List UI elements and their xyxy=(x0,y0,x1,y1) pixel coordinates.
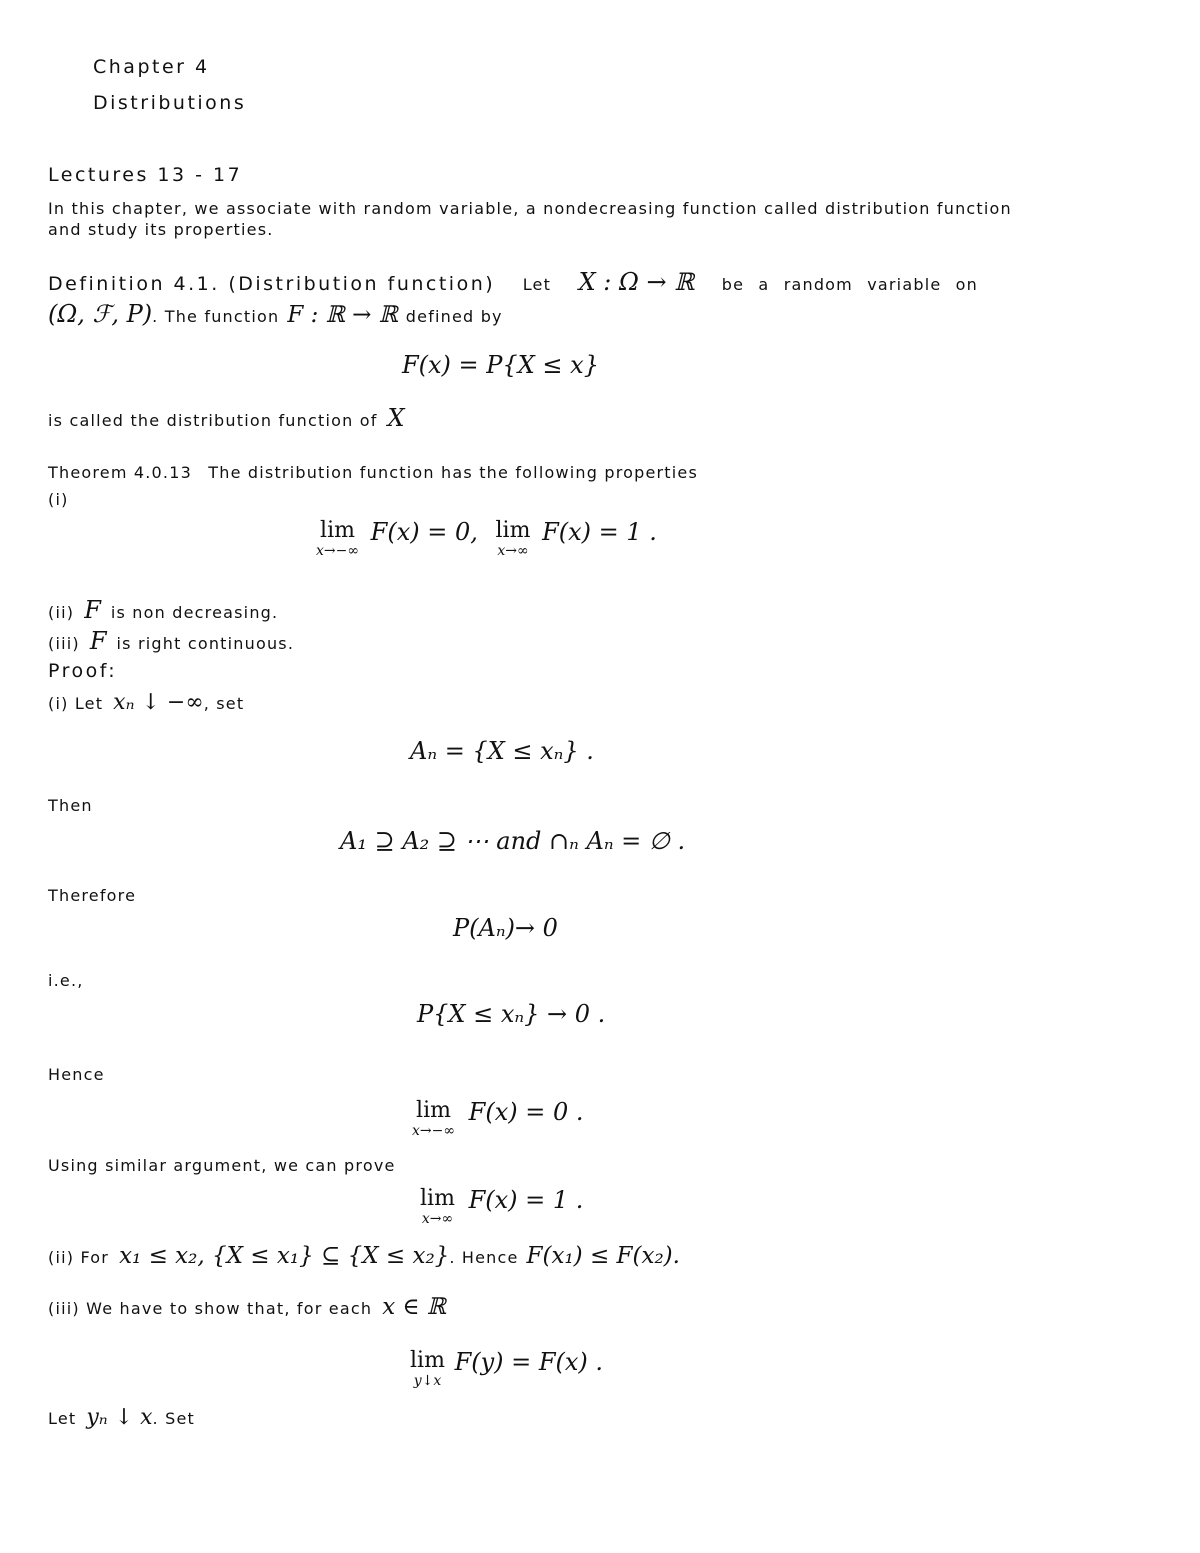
proof-lim-neg-body: F(x) = 0 . xyxy=(468,1098,584,1126)
proof-ie: i.e., xyxy=(48,971,84,990)
lim-sub-neg: x→−∞ xyxy=(316,543,360,559)
theorem-limits-equation xyxy=(316,518,657,558)
lim-pos-inf xyxy=(496,518,531,558)
proof-lim-op-3: lim xyxy=(410,1348,445,1373)
proof-lim-sub-pos: x→∞ xyxy=(421,1211,454,1227)
definition-called: is called the distribution function of xyxy=(48,411,378,430)
proof-lim-op-1: lim xyxy=(416,1098,451,1123)
theorem-ii-f: F xyxy=(84,596,101,624)
proof-iii-line xyxy=(48,1294,446,1320)
proof-let-y: Let xyxy=(48,1409,77,1428)
proof-let-y-line xyxy=(48,1405,195,1430)
proof-iii-math: x ∈ ℝ xyxy=(382,1294,446,1320)
proof-lim-pos-op xyxy=(420,1186,455,1226)
intro-line-1: In this chapter, we associate with random variable, a nondecreasing function called distribution function xyxy=(48,199,1012,218)
theorem-text: The distribution function has the following properties xyxy=(208,463,699,482)
proof-therefore: Therefore xyxy=(48,886,137,905)
proof-ii-result: F(x₁) ≤ F(x₂). xyxy=(526,1243,680,1269)
definition-label: Definition 4.1. (Distribution function) xyxy=(48,273,496,295)
proof-lim-pos-body: F(x) = 1 . xyxy=(468,1186,584,1214)
proof-an-def xyxy=(410,737,594,765)
proof-lim-right-body: F(y) = F(x) . xyxy=(454,1348,604,1376)
definition-be: be a random variable on xyxy=(721,275,978,294)
proof-pan-text: P(Aₙ)→ 0 xyxy=(453,914,558,942)
definition-called-line xyxy=(48,404,405,432)
proof-lim-op-2: lim xyxy=(420,1186,455,1211)
chapter-title: Distributions xyxy=(93,92,247,114)
theorem-ii-text: is non decreasing. xyxy=(110,603,279,622)
definition-let: Let xyxy=(522,275,552,294)
definition-line-2 xyxy=(48,300,503,328)
proof-i-line xyxy=(48,690,244,715)
proof-yn: yₙ ↓ x xyxy=(86,1405,153,1430)
proof-i-seq: xₙ ↓ −∞ xyxy=(113,690,204,715)
lim-op-2: lim xyxy=(495,518,531,543)
proof-nested-text: A₁ ⊇ A₂ ⊇ ⋯ and ∩ₙ Aₙ = ∅ . xyxy=(340,827,686,855)
proof-ii-for: (ii) For xyxy=(48,1248,110,1267)
definition-line-1 xyxy=(48,268,978,296)
definition-the-function: . The function xyxy=(152,307,280,326)
proof-lim-right-op xyxy=(410,1348,445,1388)
definition-equation-text: F(x) = P{X ≤ x} xyxy=(402,351,599,379)
theorem-label: Theorem 4.0.13 xyxy=(48,463,192,482)
proof-lim-sub-down: y↓x xyxy=(413,1373,442,1389)
chapter-number: Chapter 4 xyxy=(93,56,210,78)
proof-ii-line xyxy=(48,1243,680,1269)
proof-lim-sub-neg: x→−∞ xyxy=(412,1123,456,1139)
proof-an-def-text: Aₙ = {X ≤ xₙ} . xyxy=(410,737,594,765)
theorem-iii-label: (iii) xyxy=(48,634,80,653)
proof-px-text: P{X ≤ xₙ} → 0 . xyxy=(417,1000,606,1028)
definition-equation xyxy=(402,351,599,379)
proof-lim-neg xyxy=(412,1098,583,1138)
proof-ii-math: x₁ ≤ x₂, {X ≤ x₁} ⊆ {X ≤ x₂} xyxy=(119,1243,450,1269)
proof-lim-right xyxy=(410,1348,603,1388)
definition-space: (Ω, ℱ, P) xyxy=(48,300,153,328)
theorem-iii-text: is right continuous. xyxy=(116,634,295,653)
proof-lim-pos xyxy=(420,1186,583,1226)
definition-x: X xyxy=(387,404,405,432)
definition-map: X : Ω → ℝ xyxy=(578,268,695,296)
proof-hence: Hence xyxy=(48,1065,105,1084)
intro-line-2: and study its properties. xyxy=(48,220,274,239)
theorem-line xyxy=(48,463,698,482)
proof-label: Proof: xyxy=(48,660,118,682)
lim-op: lim xyxy=(320,518,355,543)
proof-similar: Using similar argument, we can prove xyxy=(48,1156,396,1175)
proof-lim-neg-op xyxy=(412,1098,455,1138)
proof-then: Then xyxy=(48,796,93,815)
theorem-eq2-body: F(x) = 1 . xyxy=(542,518,657,546)
proof-iii-text: (iii) We have to show that, for each xyxy=(48,1299,373,1318)
lectures-heading: Lectures 13 - 17 xyxy=(48,164,243,186)
lim-neg-inf xyxy=(316,518,359,558)
theorem-item-iii xyxy=(48,627,294,655)
proof-set: . Set xyxy=(152,1409,195,1428)
theorem-item-i: (i) xyxy=(48,490,69,509)
proof-nested xyxy=(340,827,685,855)
theorem-item-ii xyxy=(48,596,278,624)
proof-ii-hence: . Hence xyxy=(449,1248,519,1267)
proof-i-let: (i) Let xyxy=(48,694,104,713)
proof-i-set: , set xyxy=(203,694,245,713)
proof-pan xyxy=(453,914,558,942)
lim-sub-pos: x→∞ xyxy=(497,543,529,559)
definition-fmap: F : ℝ → ℝ xyxy=(287,302,398,328)
theorem-ii-label: (ii) xyxy=(48,603,75,622)
theorem-eq1-body: F(x) = 0, xyxy=(370,518,478,546)
theorem-iii-f: F xyxy=(89,627,107,655)
definition-defined-by: defined by xyxy=(405,307,503,326)
proof-px xyxy=(417,1000,605,1028)
